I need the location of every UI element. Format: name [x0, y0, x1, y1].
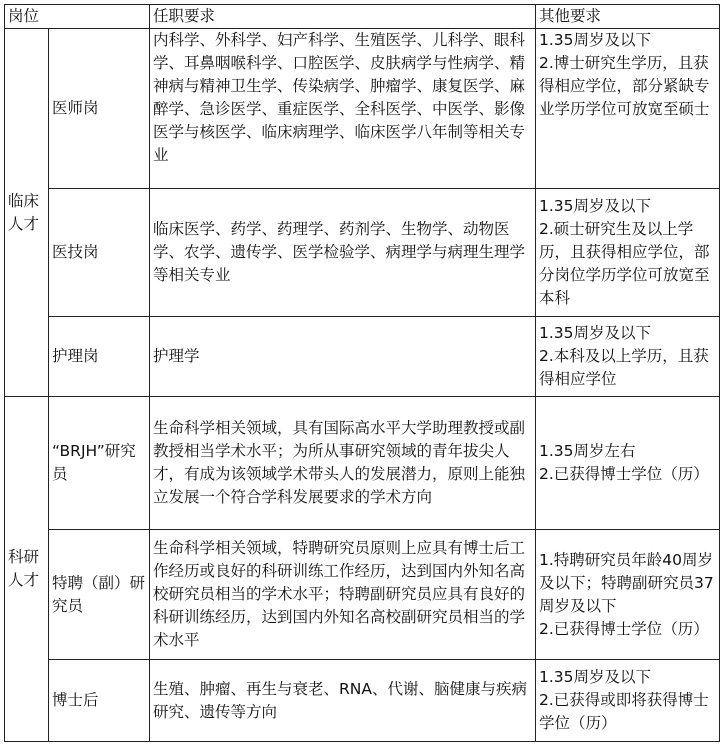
other-line: 2.已获得博士学位（历） — [539, 619, 709, 638]
other-requirement-cell — [536, 660, 720, 742]
other-requirement-cell — [536, 29, 720, 189]
table-row — [5, 29, 720, 189]
category-clinical: 临床人才 — [5, 29, 49, 397]
post-cell: 特聘（副）研究员 — [49, 530, 150, 660]
recruitment-table — [4, 4, 720, 742]
other-line: 2.已获得或即将获得博士学位（历） — [539, 691, 709, 732]
post-cell: 博士后 — [49, 660, 150, 742]
requirement-cell: 生殖、肿瘤、再生与衰老、RNA、代谢、脑健康与疾病研究、遗传等方向 — [150, 660, 536, 742]
other-line: 1.35周岁及以下 — [539, 324, 652, 342]
header-requirement: 任职要求 — [150, 5, 536, 29]
header-other: 其他要求 — [536, 5, 720, 29]
table-header-row — [5, 5, 720, 29]
other-line: 1.35周岁左右 — [539, 442, 636, 460]
table-row — [5, 189, 720, 317]
table-row — [5, 317, 720, 397]
other-requirement-cell — [536, 317, 720, 397]
post-cell: 医师岗 — [49, 29, 150, 189]
other-line: 2.已获得博士学位（历） — [539, 465, 709, 483]
other-requirement-cell — [536, 530, 720, 660]
other-requirement-cell — [536, 397, 720, 530]
requirement-cell: 内科学、外科学、妇产科学、生殖医学、儿科学、眼科学、耳鼻咽喉科学、口腔医学、皮肤病学与性病学、精神病与精神卫生学、传染病学、肿瘤学、康复医学、麻醉学、急诊医学、重症医学、全科医学、中医学、影像医学与核医学、临床病理学、临床医学八年制等相关专业 — [150, 29, 536, 189]
other-line: 2.博士研究生学历，且获得相应学位，部分紧缺专业学历学位可放宽至硕士 — [539, 54, 710, 118]
table-row — [5, 397, 720, 530]
requirement-cell: 护理学 — [150, 317, 536, 397]
table-row — [5, 530, 720, 660]
header-post: 岗位 — [5, 5, 150, 29]
other-line: 1.特聘研究员年龄40周岁及以下；特聘副研究员37周岁及以下 — [539, 550, 714, 615]
requirement-cell: 临床医学、药学、药理学、药剂学、生物学、动物医学、农学、遗传学、医学检验学、病理学与病理生理学等相关专业 — [150, 189, 536, 317]
other-line: 1.35周岁及以下 — [539, 668, 652, 686]
other-requirement-cell — [536, 189, 720, 317]
other-line: 1.35周岁及以下 — [539, 31, 652, 49]
other-line: 1.35周岁及以下 — [539, 197, 652, 215]
table-row — [5, 660, 720, 742]
category-research: 科研人才 — [5, 397, 49, 742]
post-cell: 医技岗 — [49, 189, 150, 317]
requirement-cell: 生命科学相关领域，特聘研究员原则上应具有博士后工作经历或良好的科研训练工作经历，达到国内外知名高校研究员相当的学术水平；特聘副研究员应具有良好的科研训练经历，达到国内外知名高校副研究员相当的学术水平 — [150, 530, 536, 660]
post-cell: “BRJH”研究员 — [49, 397, 150, 530]
other-line: 2.本科及以上学历，且获得相应学位 — [539, 347, 709, 388]
post-cell: 护理岗 — [49, 317, 150, 397]
requirement-cell: 生命科学相关领域，具有国际高水平大学助理教授或副教授相当学术水平；为所从事研究领域的青年拔尖人才，有成为该领域学术带头人的发展潜力，原则上能独立发展一个符合学科发展要求的学术方向 — [150, 397, 536, 530]
other-line: 2.硕士研究生及以上学历，且获得相应学位，部分岗位学历学位可放宽至本科 — [539, 220, 710, 307]
